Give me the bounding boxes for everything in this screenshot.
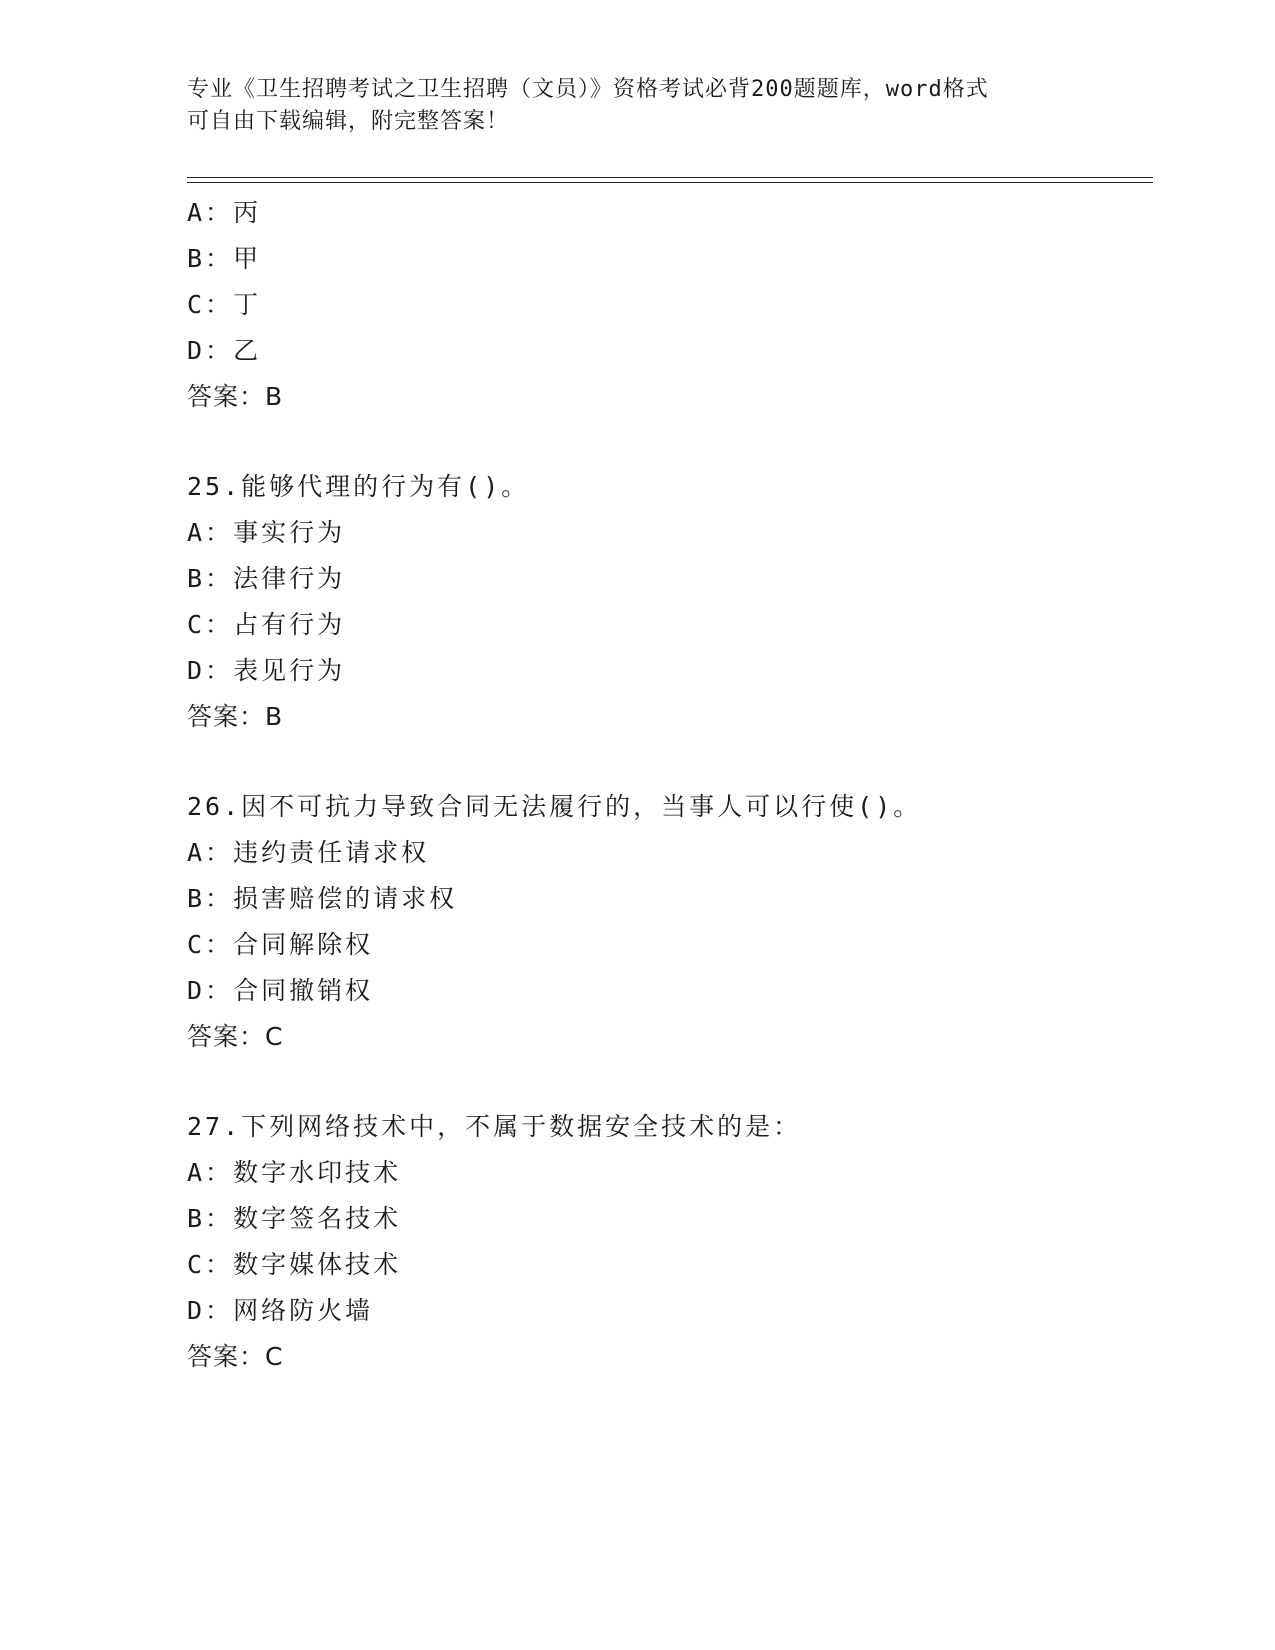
option-b: B：损害赔偿的请求权 <box>187 884 458 913</box>
option-c: C：数字媒体技术 <box>187 1250 402 1279</box>
header-line-1: 专业《卫生招聘考试之卫生招聘（文员）》资格考试必背200题题库，word格式 <box>187 77 989 102</box>
option-a: A：违约责任请求权 <box>187 838 430 867</box>
question-block-26 <box>187 784 1153 1060</box>
header-line-2: 可自由下载编辑，附完整答案！ <box>187 109 510 134</box>
option-d: D：合同撤销权 <box>187 976 374 1005</box>
option-a: A：丙 <box>187 198 262 227</box>
option-c: C：合同解除权 <box>187 930 374 959</box>
header-rule-top <box>187 177 1153 178</box>
option-b: B：数字签名技术 <box>187 1204 402 1233</box>
option-d: D：表见行为 <box>187 656 346 685</box>
option-b: B：法律行为 <box>187 564 346 593</box>
question-block-27 <box>187 1104 1153 1380</box>
option-d: D：乙 <box>187 336 262 365</box>
question-title: 26.因不可抗力导致合同无法履行的，当事人可以行使()。 <box>187 792 922 821</box>
option-c: C：占有行为 <box>187 610 346 639</box>
document-body <box>187 190 1153 1380</box>
header-rule-bottom <box>187 182 1153 183</box>
answer-line: 答案：C <box>187 1022 284 1051</box>
answer-line: 答案：C <box>187 1342 284 1371</box>
question-block-24 <box>187 190 1153 420</box>
question-title: 27.下列网络技术中，不属于数据安全技术的是： <box>187 1112 802 1141</box>
option-a: A：数字水印技术 <box>187 1158 402 1187</box>
answer-line: 答案：B <box>187 382 284 411</box>
option-c: C：丁 <box>187 290 262 319</box>
answer-line: 答案：B <box>187 702 284 731</box>
option-d: D：网络防火墙 <box>187 1296 374 1325</box>
option-a: A：事实行为 <box>187 518 346 547</box>
question-block-25 <box>187 464 1153 740</box>
option-b: B：甲 <box>187 244 262 273</box>
question-title: 25.能够代理的行为有()。 <box>187 472 530 501</box>
document-header <box>187 74 1087 138</box>
